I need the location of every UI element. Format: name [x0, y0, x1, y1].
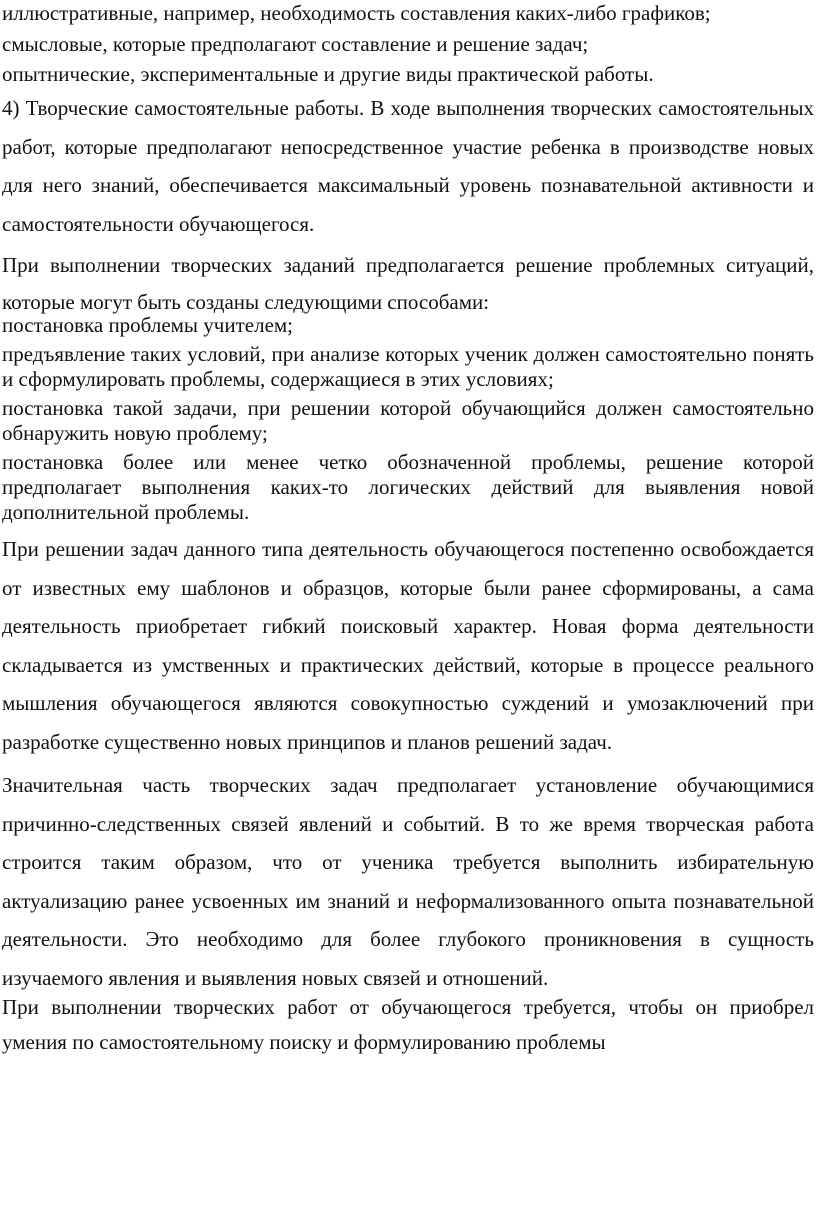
list-item-task: постановка такой задачи, при решении которой обучающийся должен самостоятельно обнаружить новую проблему;	[2, 396, 814, 445]
document-page	[0, 1, 816, 1220]
paragraph-illustrative: иллюстративные, например, необходимость составления каких-либо графиков;	[2, 1, 711, 25]
list-item-teacher-problem: постановка проблемы учителем;	[2, 313, 294, 337]
list-item-logical-actions: постановка более или менее четко обозначенной проблемы, решение которой предполагает выполнения каких-то логических действий для выявления новой дополнительной проблемы.	[2, 450, 814, 524]
paragraph-causal-links: Значительная часть творческих задач предполагает установление обучающимися причинно-следственных связей явлений и событий. В то же время творческая работа строится таким образом, что от ученика требуется выполнить избирательную актуализацию ранее усвоенных им знаний и неформализованного опыта познавательной деятельности. Это необходимо для более глубокого проникновения в сущность изучаемого явления и выявления новых связей и отношений.	[2, 773, 814, 990]
paragraph-experimental: опытнические, экспериментальные и другие виды практической работы.	[2, 62, 654, 86]
paragraph-semantic: смысловые, которые предполагают составление и решение задач;	[2, 32, 589, 56]
paragraph-problem-situations: При выполнении творческих заданий предполагается решение проблемных ситуаций, которые могут быть созданы следующими способами:	[2, 253, 814, 314]
paragraph-requirements: При выполнении творческих работ от обучающегося требуется, чтобы он приобрел умения по самостоятельному поиску и формулированию проблемы	[2, 995, 814, 1054]
paragraph-creative-works: 4) Творческие самостоятельные работы. В ходе выполнения творческих самостоятельных работ, которые предполагают непосредственное участие ребенка в производстве новых для него знаний, обеспечивается максимальный уровень познавательной активности и самостоятельности обучающегося.	[2, 96, 814, 236]
paragraph-task-solving: При решении задач данного типа деятельность обучающегося постепенно освобождается от известных ему шаблонов и образцов, которые были ранее сформированы, а сама деятельность приобретает гибкий поисковый характер. Новая форма деятельности складывается из умственных и практических действий, которые в процессе реального мышления обучающегося являются совокупностью суждений и умозаключений при разработке существенно новых принципов и планов решений задач.	[2, 537, 814, 754]
list-item-conditions: предъявление таких условий, при анализе которых ученик должен самостоятельно понять и сформулировать проблемы, содержащиеся в этих условиях;	[2, 342, 814, 391]
